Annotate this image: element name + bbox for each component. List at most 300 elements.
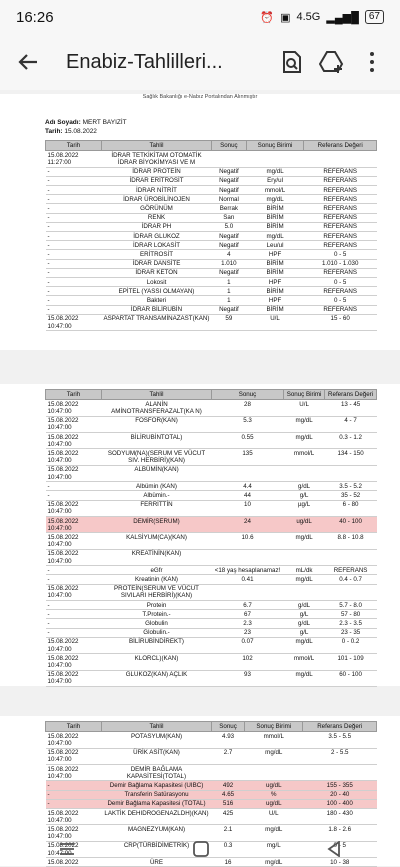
cell-result: 4.65: [212, 790, 245, 799]
cell-unit: HPF: [246, 296, 304, 305]
add-to-drive-button[interactable]: [312, 42, 352, 82]
cell-test: Kreatinin (KAN): [102, 575, 212, 584]
cell-date: -: [46, 491, 102, 500]
cell-result: Negatif: [212, 176, 247, 185]
table-row: [46, 305, 377, 314]
cell-test: Transferin Satürasyonu: [102, 790, 212, 799]
cell-unit: g/L: [284, 610, 325, 619]
table-row: [46, 400, 377, 416]
cell-date: 15.08.2022 10:47:00: [46, 433, 102, 449]
cell-unit: HPF: [246, 278, 304, 287]
lab-results-table-2: [45, 389, 377, 687]
cell-result: [212, 584, 284, 600]
cell-test: EPİTEL (YASSI OLMAYAN): [102, 287, 212, 296]
cell-unit: mL/dk: [284, 566, 325, 575]
cell-date: -: [46, 610, 102, 619]
column-header: Referans Değeri: [303, 722, 377, 732]
cell-unit: g/dL: [284, 601, 325, 610]
cell-date: 15.08.2022 10:47:00: [46, 416, 102, 432]
cell-result: 16: [212, 858, 245, 867]
cell-ref: 6 - 80: [325, 500, 377, 516]
cell-ref: 0 - 5: [303, 841, 377, 857]
cell-test: ERİTROSİT: [102, 250, 212, 259]
cell-unit: mmol/L: [284, 449, 325, 465]
cell-test: İDRAR PH: [102, 222, 212, 231]
cell-date: 15.08.2022: [46, 858, 102, 867]
cell-ref: 2.3 - 3.5: [325, 619, 377, 628]
cell-test: Demir Bağlama Kapasitesi (TOTAL): [102, 799, 212, 808]
cell-unit: mg/dL: [246, 232, 304, 241]
cell-date: -: [46, 287, 102, 296]
table-row: [46, 268, 377, 277]
cell-date: -: [46, 195, 102, 204]
table-row: [46, 250, 377, 259]
column-header: Tarih: [46, 390, 102, 400]
cell-date: -: [46, 628, 102, 637]
cell-unit: Ery/ul: [246, 176, 304, 185]
table-row: [46, 601, 377, 610]
table-row: [46, 610, 377, 619]
cell-test: ÜRE: [102, 858, 212, 867]
cell-ref: REFERANS: [304, 241, 377, 250]
table-row: [46, 500, 377, 516]
report-date-label: Tarih:: [45, 128, 63, 135]
cell-unit: BİRİM: [246, 305, 304, 314]
cell-result: [212, 151, 247, 167]
cell-date: 15.08.2022 10:47:00: [46, 670, 102, 686]
table-row: [46, 533, 377, 549]
cell-ref: REFERANS: [304, 186, 377, 195]
table-row: [46, 449, 377, 465]
cell-ref: REFERANS: [304, 287, 377, 296]
cell-unit: [245, 765, 303, 781]
table-row: [46, 287, 377, 296]
cell-test: İDRAR TETKİKİTAM OTOMATİK İDRAR BİYOKİMYASI VE M: [102, 151, 212, 167]
cell-unit: U/L: [284, 400, 325, 416]
cell-test: İDRAR BİLİRUBİN: [102, 305, 212, 314]
cell-date: -: [46, 790, 102, 799]
home-square-icon: [193, 841, 209, 857]
app-bar: [0, 34, 400, 90]
table-row: [46, 491, 377, 500]
cell-ref: [325, 465, 377, 481]
cell-test: FOSFOR(KAN): [102, 416, 212, 432]
cell-test: DEMİR(SERUM): [102, 517, 212, 533]
column-header: Sonuç Birimi: [284, 390, 325, 400]
cell-ref: 10 - 38: [303, 858, 377, 867]
cell-unit: %: [245, 790, 303, 799]
cell-result: 0.41: [212, 575, 284, 584]
cell-test: T.Protein.-: [102, 610, 212, 619]
menu-icon: [59, 842, 75, 856]
cell-unit: mg/dL: [284, 670, 325, 686]
pdf-page-1: [0, 94, 400, 350]
cell-result: 28: [212, 400, 284, 416]
cell-date: -: [46, 296, 102, 305]
column-header: Sonuç: [212, 722, 245, 732]
table-row-abnormal: [46, 517, 377, 533]
cell-result: 4.4: [212, 482, 284, 491]
cell-unit: [284, 465, 325, 481]
cell-test: KALSİYUM(CA)(KAN): [102, 533, 212, 549]
cell-date: 15.08.2022 10:47:00: [46, 654, 102, 670]
cell-ref: 0 - 5: [304, 296, 377, 305]
table-row: [46, 654, 377, 670]
cell-ref: 155 - 355: [303, 781, 377, 790]
table-row: [46, 186, 377, 195]
cell-test: CRP(TÜRBİDİMETRİK): [102, 841, 212, 857]
patient-info: [45, 118, 127, 136]
cell-ref: 40 - 100: [325, 517, 377, 533]
table-row: [46, 628, 377, 637]
cell-test: Albümin.-: [102, 491, 212, 500]
cell-date: 15.08.2022 10:47:00: [46, 500, 102, 516]
cell-result: Negatif: [212, 167, 247, 176]
cell-date: 15.08.2022 10:47:00: [46, 765, 102, 781]
cell-result: Normal: [212, 195, 247, 204]
cell-result: [212, 465, 284, 481]
cell-ref: 8.8 - 10.8: [325, 533, 377, 549]
home-button[interactable]: [193, 841, 209, 862]
cell-unit: [246, 151, 304, 167]
table-row: [46, 167, 377, 176]
cell-test: Demir Bağlama Kapasitesi (UIBC): [102, 781, 212, 790]
cell-unit: g/dL: [284, 482, 325, 491]
cell-ref: REFERANS: [304, 232, 377, 241]
cell-test: eGfr: [102, 566, 212, 575]
cell-ref: 13 - 45: [325, 400, 377, 416]
table-header-row: [46, 390, 377, 400]
cell-date: 15.08.2022 10:47:00: [46, 584, 102, 600]
cell-result: Berrak: [212, 204, 247, 213]
table-row: [46, 232, 377, 241]
search-in-document-button[interactable]: [272, 42, 312, 82]
battery-icon: 67: [365, 10, 384, 24]
cell-ref: 3.5 - 5.5: [303, 732, 377, 748]
cell-unit: BİRİM: [246, 213, 304, 222]
cell-ref: 15 - 60: [304, 314, 377, 330]
cell-unit: mg/dL: [246, 195, 304, 204]
cell-test: İDRAR ERİTROSİT: [102, 176, 212, 185]
cell-unit: g/L: [284, 491, 325, 500]
cell-unit: mg/dL: [284, 637, 325, 653]
cell-ref: 1.010 - 1.030: [304, 259, 377, 268]
cell-test: Albümin (KAN): [102, 482, 212, 491]
cell-date: -: [46, 213, 102, 222]
cell-date: -: [46, 619, 102, 628]
cell-unit: g/L: [284, 628, 325, 637]
table-row: [46, 416, 377, 432]
cell-date: -: [46, 482, 102, 491]
table-row: [46, 241, 377, 250]
back-button[interactable]: [8, 42, 48, 82]
cell-unit: BİRİM: [246, 204, 304, 213]
cell-ref: 101 - 109: [325, 654, 377, 670]
more-vert-icon: [369, 51, 375, 73]
table-row: [46, 549, 377, 565]
cell-ref: 0 - 5: [304, 250, 377, 259]
cell-date: 15.08.2022 10:47:00: [46, 825, 102, 841]
table-row: [46, 566, 377, 575]
cell-date: -: [46, 250, 102, 259]
table-header-row: [46, 141, 377, 151]
cell-result: 425: [212, 809, 245, 825]
cell-date: 15.08.2022 10:47:00: [46, 533, 102, 549]
cell-test: İDRAR ÜROBİLİNOJEN: [102, 195, 212, 204]
cell-result: 5.3: [212, 416, 284, 432]
cell-ref: 57 - 80: [325, 610, 377, 619]
cell-result: Negatif: [212, 232, 247, 241]
cell-date: -: [46, 781, 102, 790]
status-bar: [0, 0, 400, 34]
more-options-button[interactable]: [352, 42, 392, 82]
table-row: [46, 176, 377, 185]
cell-test: PROTEİN(SERUM VE VÜCUT SIVILARI HERBİRİ)(KAN): [102, 584, 212, 600]
cell-unit: mg/dL: [245, 858, 303, 867]
cell-result: 10.6: [212, 533, 284, 549]
table-row: [46, 259, 377, 268]
cell-date: -: [46, 566, 102, 575]
cell-result: 1: [212, 287, 247, 296]
back-nav-button[interactable]: [327, 841, 341, 862]
cell-date: -: [46, 204, 102, 213]
cell-unit: BİRİM: [246, 287, 304, 296]
page-header-text: Sağlık Bakanlığı e-Nabız Portalından Alınmıştır: [142, 94, 258, 100]
cell-unit: ug/dL: [245, 781, 303, 790]
cell-test: KREATİNİN(KAN): [102, 549, 212, 565]
cell-result: 492: [212, 781, 245, 790]
cell-result: 135: [212, 449, 284, 465]
cell-test: BİLİRUBİNTOTAL): [102, 433, 212, 449]
cell-date: -: [46, 799, 102, 808]
cell-result: 5.0: [212, 222, 247, 231]
cell-test: İDRAR NİTRİT: [102, 186, 212, 195]
alarm-icon: ⏰: [260, 11, 275, 24]
cell-ref: 60 - 100: [325, 670, 377, 686]
cell-test: İDRAR DANSİTE: [102, 259, 212, 268]
cell-date: -: [46, 259, 102, 268]
cell-unit: g/dL: [284, 619, 325, 628]
cell-unit: mg/dL: [284, 416, 325, 432]
cell-unit: mg/dL: [284, 433, 325, 449]
cell-ref: [325, 549, 377, 565]
column-header: Sonuç Birimi: [245, 722, 303, 732]
status-time: 16:26: [16, 8, 54, 26]
table-row: [46, 637, 377, 653]
cell-unit: U/L: [246, 314, 304, 330]
wifi-calling-icon: ▣: [280, 11, 291, 24]
cell-unit: ug/dL: [245, 799, 303, 808]
cell-test: İDRAR PROTEİN: [102, 167, 212, 176]
cell-result: [212, 765, 245, 781]
column-header: Tahlil: [102, 722, 212, 732]
table-header-row: [46, 722, 377, 732]
cell-date: 15.08.2022 10:47:00: [46, 841, 102, 857]
cell-test: İDRAR LOKASİT: [102, 241, 212, 250]
cell-test: POTASYUM(KAN): [102, 732, 212, 748]
cell-unit: mg/dL: [284, 533, 325, 549]
cell-test: ALANİN AMİNOTRANSFERAZALT(KA N): [102, 400, 212, 416]
cell-test: RENK: [102, 213, 212, 222]
cell-test: ÜRİK ASİT(KAN): [102, 748, 212, 764]
cell-unit: mmol/L: [246, 186, 304, 195]
cell-date: 15.08.2022 10:47:00: [46, 314, 102, 330]
cell-ref: 2 - 5.5: [303, 748, 377, 764]
table-row-abnormal: [46, 790, 377, 799]
cell-unit: mg/dL: [245, 825, 303, 841]
cell-date: -: [46, 278, 102, 287]
cell-test: ALBÜMİN(KAN): [102, 465, 212, 481]
network-type: 4.5G: [296, 11, 321, 23]
table-row: [46, 296, 377, 305]
cell-unit: Leu/ul: [246, 241, 304, 250]
cell-ref: REFERANS: [304, 195, 377, 204]
cell-ref: 134 - 150: [325, 449, 377, 465]
triangle-back-icon: [327, 841, 341, 857]
cell-result: 102: [212, 654, 284, 670]
system-nav-bar: [0, 836, 400, 866]
cell-date: -: [46, 167, 102, 176]
cell-date: 15.08.2022 10:47:00: [46, 809, 102, 825]
cell-test: Bakteri: [102, 296, 212, 305]
status-icons: [260, 10, 384, 24]
cell-date: 15.08.2022 10:47:00: [46, 449, 102, 465]
cell-date: -: [46, 601, 102, 610]
cell-ref: 4 - 7: [325, 416, 377, 432]
arrow-left-icon: [17, 51, 39, 73]
cell-unit: [284, 549, 325, 565]
table-row: [46, 151, 377, 167]
column-header: Sonuç Birimi: [246, 141, 304, 151]
cell-date: 15.08.2022 10:47:00: [46, 637, 102, 653]
cell-ref: REFERANS: [304, 268, 377, 277]
cell-ref: REFERANS: [304, 204, 377, 213]
cell-result: 2.1: [212, 825, 245, 841]
cell-result: 59: [212, 314, 247, 330]
cell-result: Negatif: [212, 241, 247, 250]
cell-test: Globulin.-: [102, 628, 212, 637]
cell-unit: mg/L: [245, 841, 303, 857]
cell-result: Negatif: [212, 305, 247, 314]
cell-date: -: [46, 176, 102, 185]
cell-date: 15.08.2022 10:47:00: [46, 748, 102, 764]
cell-test: ASPARTAT TRANSAMİNAZAST(KAN): [102, 314, 212, 330]
cell-test: İDRAR KETON: [102, 268, 212, 277]
cell-result: 516: [212, 799, 245, 808]
cell-result: 93: [212, 670, 284, 686]
cell-date: 15.08.2022 10:47:00: [46, 517, 102, 533]
cell-result: 2.3: [212, 619, 284, 628]
cell-ref: [325, 584, 377, 600]
cell-result: Sarı: [212, 213, 247, 222]
cell-date: -: [46, 222, 102, 231]
table-row: [46, 748, 377, 764]
cell-ref: 0 - 5: [304, 278, 377, 287]
lab-results-table-1: [45, 140, 377, 331]
cell-result: 0.3: [212, 841, 245, 857]
cell-test: Lokosit: [102, 278, 212, 287]
cell-result: 1.010: [212, 259, 247, 268]
cell-test: GÖRÜNÜM: [102, 204, 212, 213]
table-row: [46, 670, 377, 686]
cell-unit: mmol/L: [284, 654, 325, 670]
cell-date: -: [46, 268, 102, 277]
cell-ref: 3.5 - 5.2: [325, 482, 377, 491]
cell-ref: 100 - 400: [303, 799, 377, 808]
patient-name-label: Adı Soyadı:: [45, 119, 81, 126]
cell-ref: [304, 151, 377, 167]
cell-ref: 35 - 52: [325, 491, 377, 500]
cell-result: 4: [212, 250, 247, 259]
cell-unit: mmol/L: [245, 732, 303, 748]
cell-test: Globulin: [102, 619, 212, 628]
cell-ref: 23 - 35: [325, 628, 377, 637]
cell-test: FERRİTTİN: [102, 500, 212, 516]
column-header: Sonuç: [212, 390, 284, 400]
column-header: Tahlil: [102, 141, 212, 151]
cell-date: -: [46, 305, 102, 314]
table-row: [46, 314, 377, 330]
table-row-abnormal: [46, 781, 377, 790]
cell-ref: REFERANS: [325, 566, 377, 575]
cell-result: 10: [212, 500, 284, 516]
cell-unit: U/L: [245, 809, 303, 825]
cell-result: <18 yaş hesaplanamaz!: [212, 566, 284, 575]
table-row: [46, 222, 377, 231]
recent-apps-button[interactable]: [59, 842, 75, 861]
cell-ref: REFERANS: [304, 176, 377, 185]
pdf-page-2: [0, 384, 400, 686]
cell-test: LAKTİK DEHIDROGENAZLDH)(KAN): [102, 809, 212, 825]
cell-unit: mg/dL: [245, 748, 303, 764]
cell-result: 4.93: [212, 732, 245, 748]
cell-result: 24: [212, 517, 284, 533]
cell-ref: 0 - 0.2: [325, 637, 377, 653]
cell-ref: [303, 765, 377, 781]
cell-unit: HPF: [246, 250, 304, 259]
cell-date: 15.08.2022 10:47:00: [46, 465, 102, 481]
table-row: [46, 575, 377, 584]
cell-result: 6.7: [212, 601, 284, 610]
table-row: [46, 278, 377, 287]
cell-date: 15.08.2022 11:27:00: [46, 151, 102, 167]
patient-name: MERT BAYIZİT: [82, 119, 127, 126]
table-row: [46, 732, 377, 748]
cell-unit: BİRİM: [246, 259, 304, 268]
table-row: [46, 195, 377, 204]
table-row: [46, 465, 377, 481]
cell-result: 67: [212, 610, 284, 619]
cell-result: [212, 549, 284, 565]
cell-date: 15.08.2022 10:47:00: [46, 400, 102, 416]
table-row: [46, 765, 377, 781]
column-header: Sonuç: [212, 141, 247, 151]
cell-test: KLORCL)(KAN): [102, 654, 212, 670]
table-row: [46, 204, 377, 213]
report-date: 15.08.2022: [64, 128, 97, 135]
cell-result: 0.07: [212, 637, 284, 653]
cell-ref: REFERANS: [304, 305, 377, 314]
cell-ref: 20 - 40: [303, 790, 377, 799]
cell-ref: REFERANS: [304, 222, 377, 231]
cell-ref: 0.4 - 0.7: [325, 575, 377, 584]
column-header: Tahlil: [102, 390, 212, 400]
cell-ref: REFERANS: [304, 213, 377, 222]
cell-result: 0.55: [212, 433, 284, 449]
cell-result: 2.7: [212, 748, 245, 764]
cell-result: Negatif: [212, 268, 247, 277]
column-header: Referans Değeri: [304, 141, 377, 151]
